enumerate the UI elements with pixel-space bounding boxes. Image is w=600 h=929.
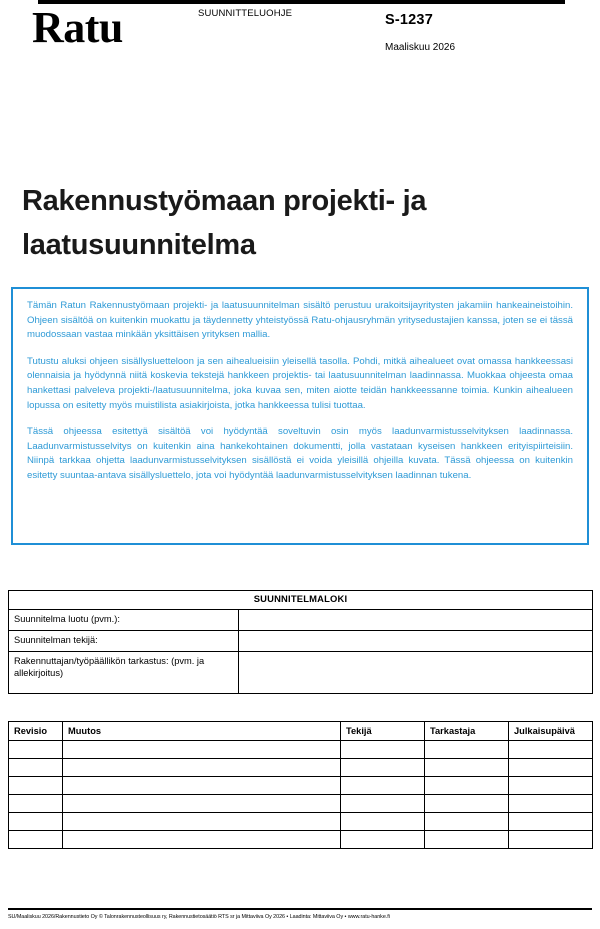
info-paragraph-2: Tutustu aluksi ohjeen sisällysluetteloon ja sen aihealueisiin yleisellä tasolla. Pohdi, mitkä aihealueet ovat omassa hankkeessasi olennaisia ja hyödynnä niitä koskevia tekstejä hankkeen projektis- tai laatusuunnitelman laadinnassa. Muokkaa ohjeesta omaa hankettasi palveleva projekti-/laatusuunnitelma, joka kuvaa sen, miten aiotte teidän hankkeessanne toimia. Kunkin aihealueen lopussa on esitetty myös muistilista asiakirjoista, jotka hankkeessa tulisi tuottaa. [27,355,573,411]
document-date: Maaliskuu 2026 [385,42,456,53]
revision-cell[interactable] [509,777,593,795]
revision-cell[interactable] [509,741,593,759]
table-row [9,795,593,813]
table-row [9,759,593,777]
revision-cell[interactable] [63,759,341,777]
info-paragraph-1: Tämän Ratun Rakennustyömaan projekti- ja laatusuunnitelman sisältö perustuu urakoitsijayritysten jakamiin hankeaineistoihin. Ohjeen sisältöä on kuitenkin muokattu ja täydennetty yhteistyössä Ratu-ohjausryhmän yritysedustajien kanssa, joten se ei tässä muodossaan vastaa minkään yksittäisen yrityksen mallia. [27,300,573,341]
footer-copyright: SU/Maaliskuu 2026/Rakennustieto Oy © Talonrakennusteollisuus ry, Rakennustietosäätiö RTS sr ja Mittaviiva Oy 2026 • Laadinta: Mittaviiva Oy • www.ratu-hanke.fi [8,914,390,920]
plan-log-label-inspection: Rakennuttajan/työpäällikön tarkastus: (pvm. ja allekirjoitus) [9,651,239,693]
table-row [9,777,593,795]
page-title: Rakennustyömaan projekti- ja laatusuunnitelma [22,185,427,262]
revision-column-julkaisupaiva: Julkaisupäivä [509,722,593,741]
revision-cell[interactable] [425,741,509,759]
revision-column-muutos: Muutos [63,722,341,741]
info-callout-box [11,287,589,545]
plan-log-table-header: SUUNNITELMALOKI [9,591,593,610]
revision-cell[interactable] [63,813,341,831]
revision-cell[interactable] [9,795,63,813]
revision-cell[interactable] [509,759,593,777]
table-row [9,813,593,831]
revision-table-header-row [9,722,593,741]
table-row [9,651,593,693]
plan-log-value-author[interactable] [239,630,593,651]
revision-cell[interactable] [63,777,341,795]
revision-cell[interactable] [341,831,425,849]
revision-cell[interactable] [63,795,341,813]
revision-table [8,721,593,849]
revision-cell[interactable] [425,777,509,795]
table-row [9,831,593,849]
revision-cell[interactable] [425,831,509,849]
table-row [9,630,593,651]
revision-cell[interactable] [341,759,425,777]
document-kind-label: SUUNNITTELUOHJE [198,8,293,19]
revision-cell[interactable] [341,741,425,759]
revision-cell[interactable] [9,741,63,759]
plan-log-value-created[interactable] [239,609,593,630]
revision-cell[interactable] [9,831,63,849]
revision-cell[interactable] [341,795,425,813]
revision-column-revisio: Revisio [9,722,63,741]
revision-cell[interactable] [9,759,63,777]
info-paragraph-3: Tässä ohjeessa esitettyä sisältöä voi hyödyntää soveltuvin osin myös laadunvarmistusselvityksen laadinnassa. Laadunvarmistusselvitys on kuitenkin aina hankekohtainen dokumentti, jolla vastataan kyseisen hankkeen erityispiirteisiin. Niinpä tarkkaa ohjetta laadunvarmistusselvityksen sisällöstä ei voida yleisillä ohjeilla kuvata. Tässä ohjeessa on kuitenkin esitetty suuntaa-antava sisällysluettelo, jota voi hyödyntää laadunvarmistusselvityksen laadinnan tukena. [27,426,573,481]
revision-cell[interactable] [425,813,509,831]
plan-log-label-author: Suunnitelman tekijä: [9,630,239,651]
footer-rule [8,908,592,910]
revision-cell[interactable] [425,759,509,777]
revision-cell[interactable] [509,795,593,813]
ratu-logo: Ratu [32,3,123,52]
table-row [9,591,593,610]
revision-cell[interactable] [341,813,425,831]
plan-log-value-inspection[interactable] [239,651,593,693]
revision-cell[interactable] [509,831,593,849]
revision-cell[interactable] [509,813,593,831]
table-row [9,609,593,630]
revision-cell[interactable] [341,777,425,795]
revision-cell[interactable] [63,831,341,849]
revision-cell[interactable] [9,777,63,795]
revision-column-tarkastaja: Tarkastaja [425,722,509,741]
plan-log-label-created: Suunnitelma luotu (pvm.): [9,609,239,630]
document-header [0,4,600,62]
revision-cell[interactable] [63,741,341,759]
revision-column-tekija: Tekijä [341,722,425,741]
plan-log-table [8,590,593,694]
revision-cell[interactable] [9,813,63,831]
document-code: S-1237 [385,12,433,28]
table-row [9,741,593,759]
revision-cell[interactable] [425,795,509,813]
